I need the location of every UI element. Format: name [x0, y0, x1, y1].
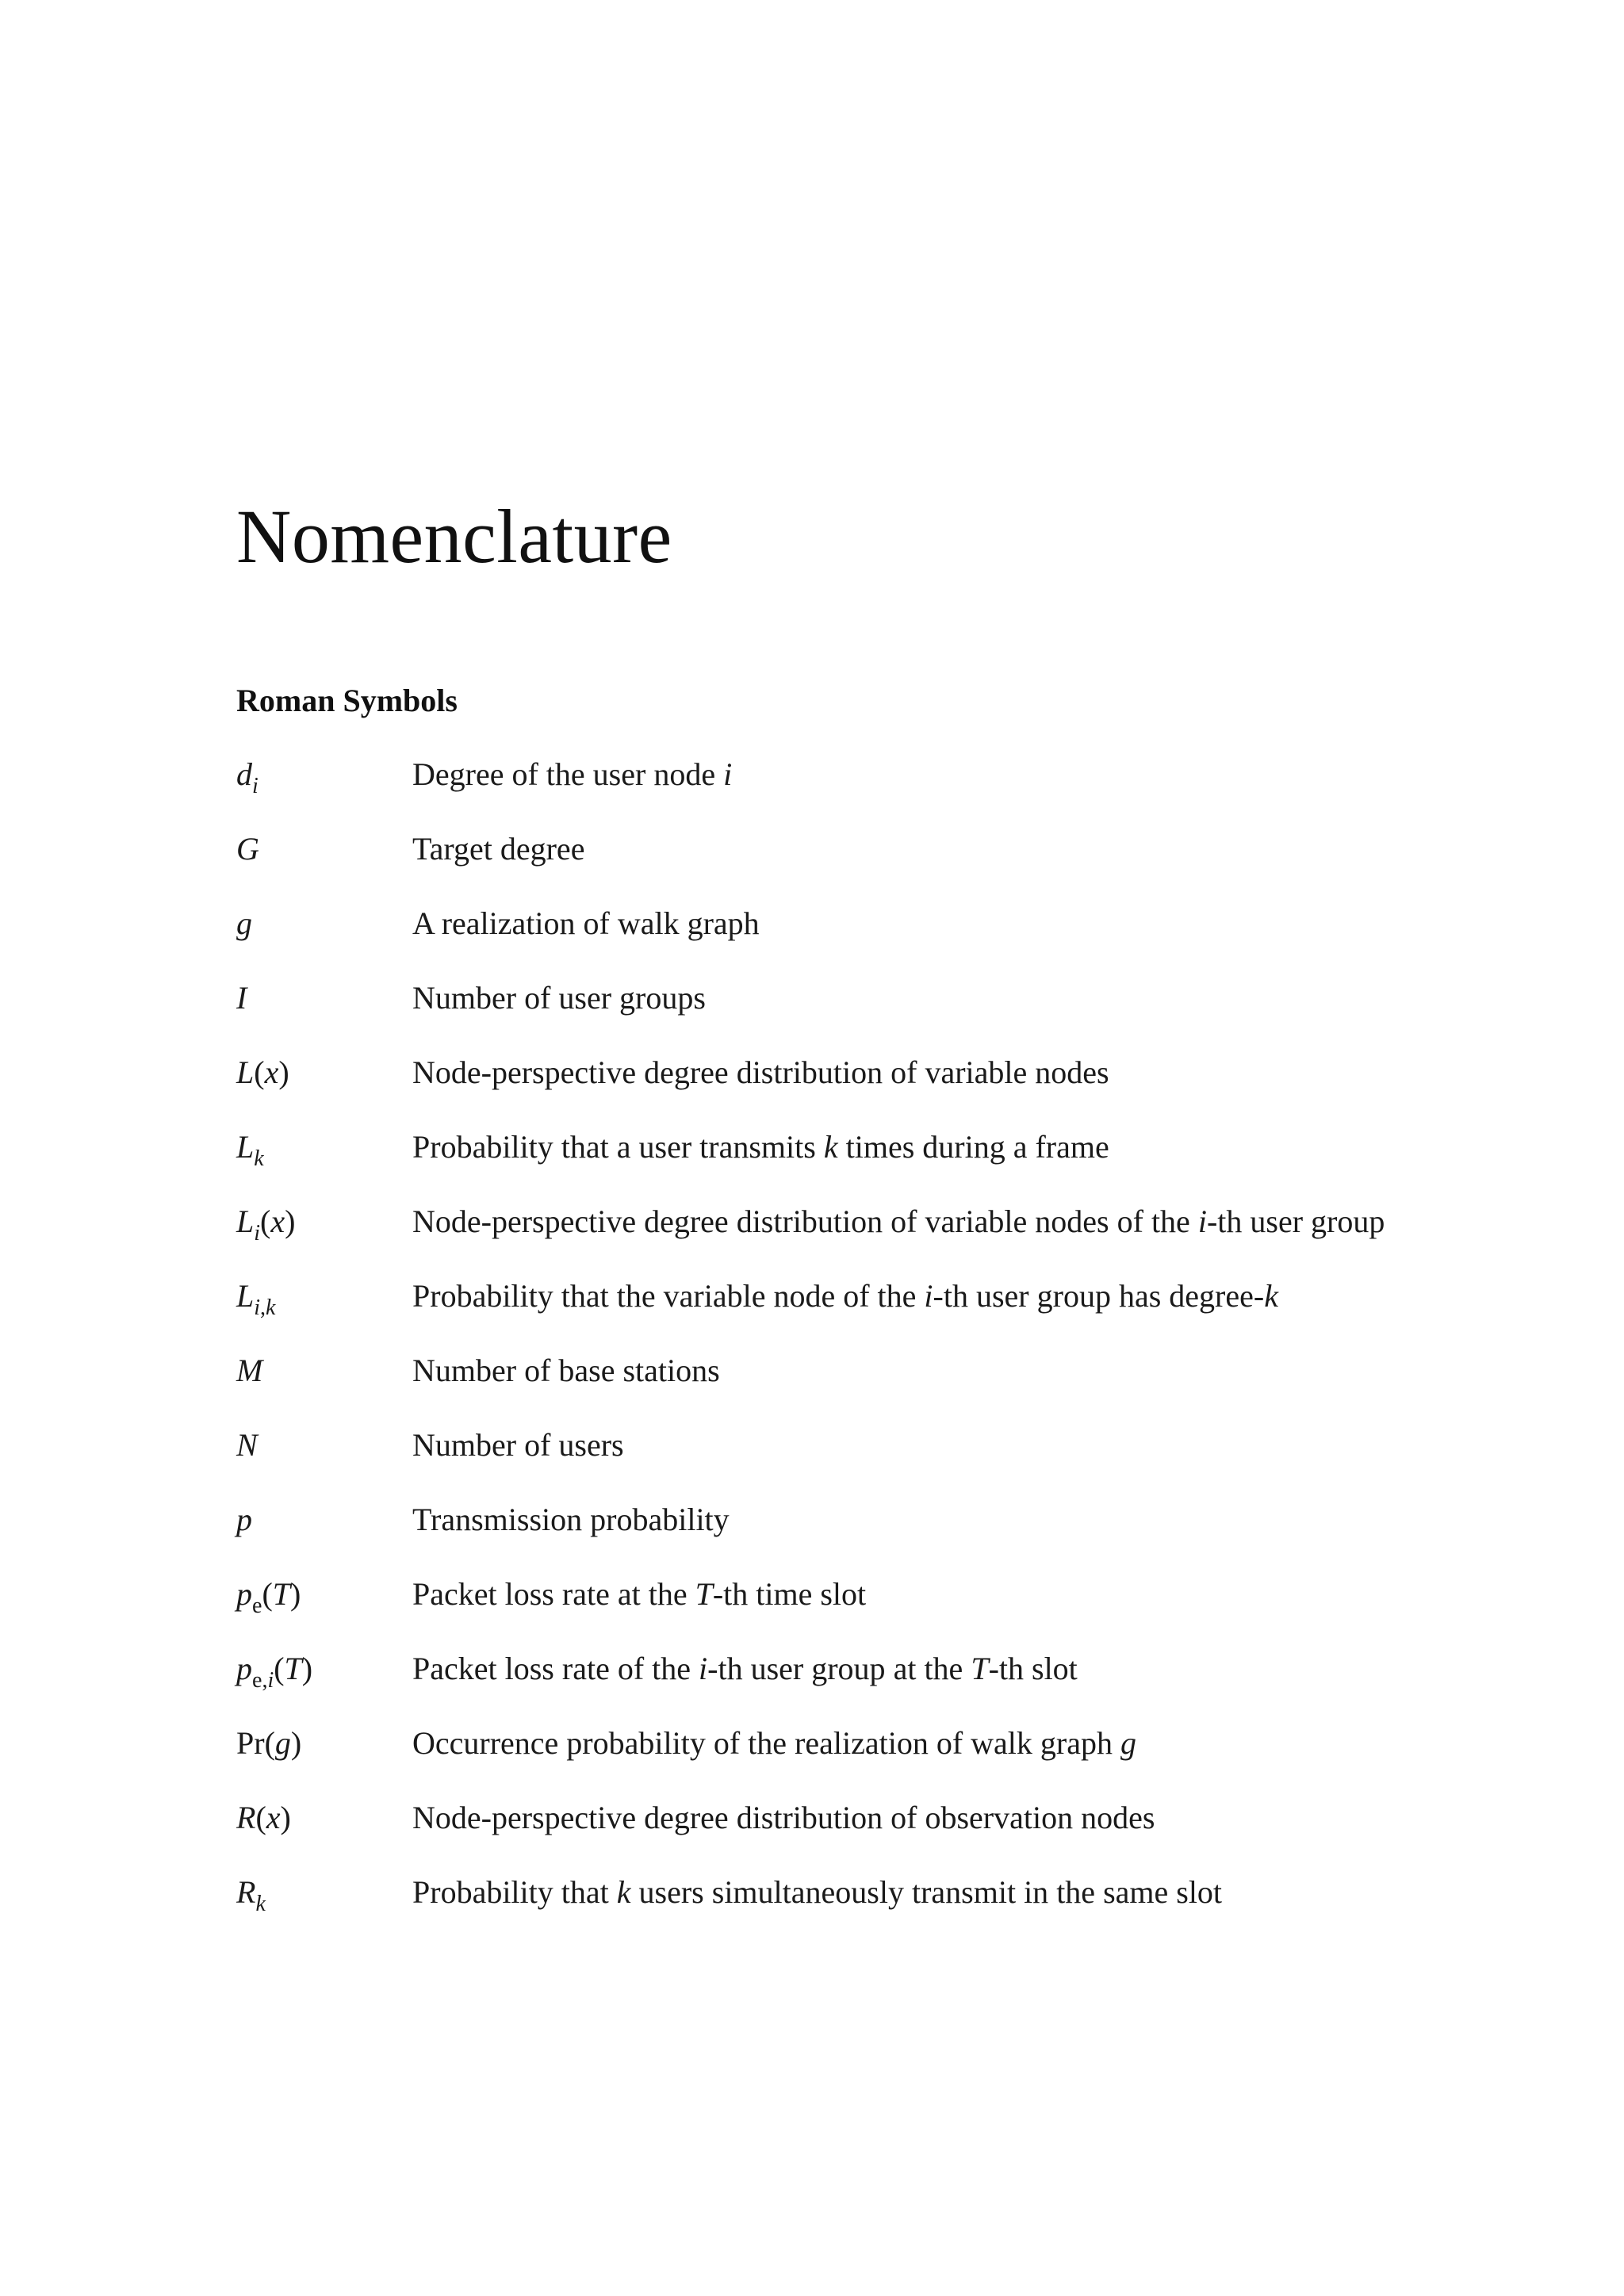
nomenclature-entry — [236, 905, 1442, 942]
symbol: g — [236, 905, 252, 941]
nomenclature-entry — [236, 1501, 1442, 1538]
symbol: I — [236, 980, 247, 1016]
symbol: $L_{i,k}$ — [236, 1278, 276, 1320]
symbol: $R_k$ — [236, 1874, 266, 1916]
definition: Node-perspective degree distribution of variable nodes — [412, 1054, 1109, 1090]
nomenclature-entry — [236, 756, 1442, 798]
definition: Number of users — [412, 1427, 624, 1463]
definition: Number of base stations — [412, 1353, 720, 1388]
symbol: M — [236, 1353, 263, 1388]
definition: Occurrence probability of the realization of walk graph g — [412, 1725, 1136, 1761]
definition: Probability that the variable node of the i-th user group has degree-k — [412, 1278, 1278, 1314]
symbol: R(x) — [236, 1800, 291, 1835]
nomenclature-entry — [236, 1799, 1442, 1836]
symbol: $L_k$ — [236, 1129, 264, 1171]
symbol: $d_i$ — [236, 756, 259, 798]
nomenclature-entry — [236, 1054, 1442, 1091]
nomenclature-entry — [236, 830, 1442, 867]
definition: Probability that a user transmits k times during a frame — [412, 1129, 1109, 1165]
nomenclature-entry — [236, 1277, 1442, 1320]
section-heading: Roman Symbols — [236, 683, 458, 718]
nomenclature-entry — [236, 979, 1442, 1016]
nomenclature-entry — [236, 1575, 1442, 1618]
definition: Packet loss rate of the i-th user group at the T-th slot — [412, 1651, 1078, 1686]
nomenclature-entry — [236, 1203, 1442, 1246]
symbol: $p_e(T)$ — [236, 1576, 301, 1618]
nomenclature-list — [236, 756, 1442, 1948]
definition: Transmission probability — [412, 1502, 730, 1537]
symbol: N — [236, 1427, 258, 1463]
symbol: Pr(g) — [236, 1725, 302, 1761]
definition: Target degree — [412, 831, 585, 867]
definition: A realization of walk graph — [412, 905, 760, 941]
definition: Degree of the user node i — [412, 756, 733, 792]
symbol: p — [236, 1502, 252, 1537]
symbol: $p_{e,i}(T)$ — [236, 1651, 313, 1693]
nomenclature-entry — [236, 1724, 1442, 1762]
nomenclature-entry — [236, 1128, 1442, 1171]
nomenclature-entry — [236, 1426, 1442, 1464]
definition: Number of user groups — [412, 980, 706, 1016]
definition: Packet loss rate at the T-th time slot — [412, 1576, 867, 1612]
definition: Node-perspective degree distribution of observation nodes — [412, 1800, 1155, 1835]
nomenclature-entry — [236, 1650, 1442, 1693]
definition: Node-perspective degree distribution of variable nodes of the i-th user group — [412, 1203, 1385, 1239]
page-title: Nomenclature — [236, 494, 672, 579]
nomenclature-entry — [236, 1873, 1442, 1916]
symbol: G — [236, 831, 259, 867]
symbol: L(x) — [236, 1054, 289, 1090]
nomenclature-entry — [236, 1352, 1442, 1389]
symbol: $L_i(x)$ — [236, 1203, 296, 1246]
definition: Probability that k users simultaneously transmit in the same slot — [412, 1874, 1223, 1910]
